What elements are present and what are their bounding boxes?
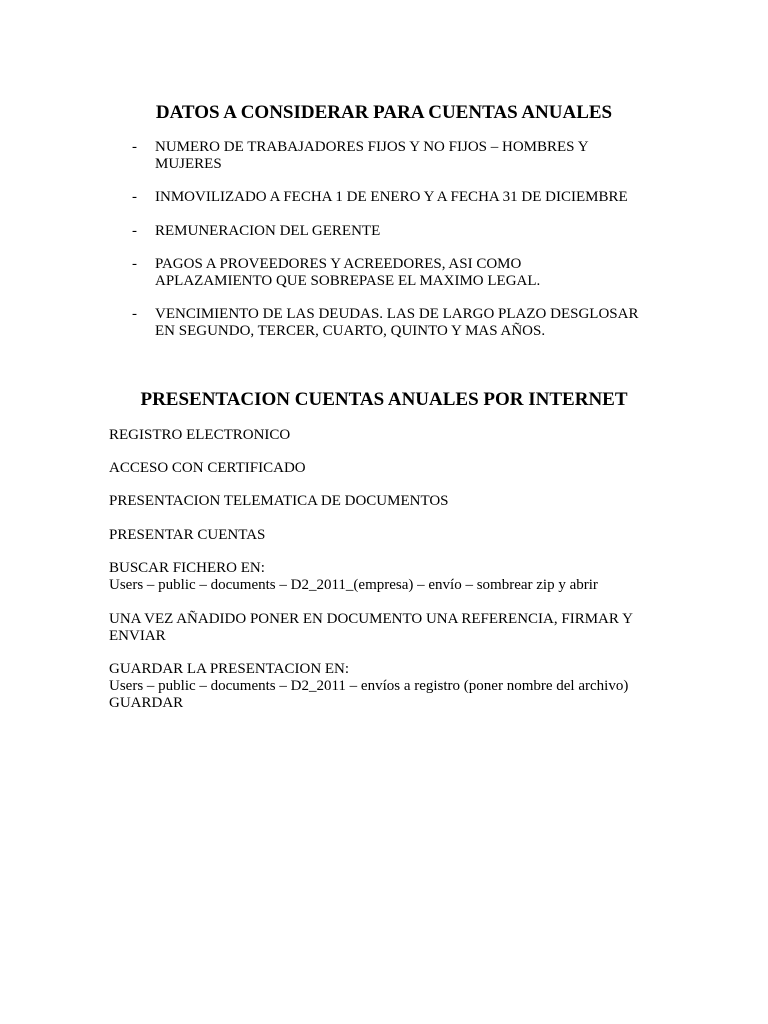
bullet-dash: - <box>132 139 137 155</box>
step-paragraph: PRESENTAR CUENTAS <box>109 527 266 543</box>
step-paragraph: UNA VEZ AÑADIDO PONER EN DOCUMENTO UNA REFERENCIA, FIRMAR Y ENVIAR <box>109 611 633 644</box>
list-item-text: VENCIMIENTO DE LAS DEUDAS. LAS DE LARGO PLAZO DESGLOSAR EN SEGUNDO, TERCER, CUARTO, QUINTO Y MAS AÑOS. <box>155 306 639 339</box>
step-paragraph: ACCESO CON CERTIFICADO <box>109 460 306 476</box>
bullet-dash: - <box>132 189 137 205</box>
section-title-cuentas-anuales: DATOS A CONSIDERAR PARA CUENTAS ANUALES <box>155 102 613 123</box>
step-paragraph: PRESENTACION TELEMATICA DE DOCUMENTOS <box>109 493 449 509</box>
step-paragraph: GUARDAR LA PRESENTACION EN: Users – public – documents – D2_2011 – envíos a registro (poner nombre del archivo) GUARDAR <box>109 661 629 711</box>
list-item-text: PAGOS A PROVEEDORES Y ACREEDORES, ASI COMO APLAZAMIENTO QUE SOBREPASE EL MAXIMO LEGAL. <box>155 256 541 289</box>
section-title-presentacion-internet: PRESENTACION CUENTAS ANUALES POR INTERNET <box>140 389 628 410</box>
list-item-text: INMOVILIZADO A FECHA 1 DE ENERO Y A FECHA 31 DE DICIEMBRE <box>155 189 628 205</box>
bullet-dash: - <box>132 256 137 272</box>
list-item-text: REMUNERACION DEL GERENTE <box>155 223 381 239</box>
step-paragraph: REGISTRO ELECTRONICO <box>109 427 291 443</box>
step-paragraph: BUSCAR FICHERO EN: Users – public – documents – D2_2011_(empresa) – envío – sombrear zip y abrir <box>109 560 598 593</box>
list-item-text: NUMERO DE TRABAJADORES FIJOS Y NO FIJOS – HOMBRES Y MUJERES <box>155 139 589 172</box>
bullet-dash: - <box>132 306 137 322</box>
bullet-dash: - <box>132 223 137 239</box>
